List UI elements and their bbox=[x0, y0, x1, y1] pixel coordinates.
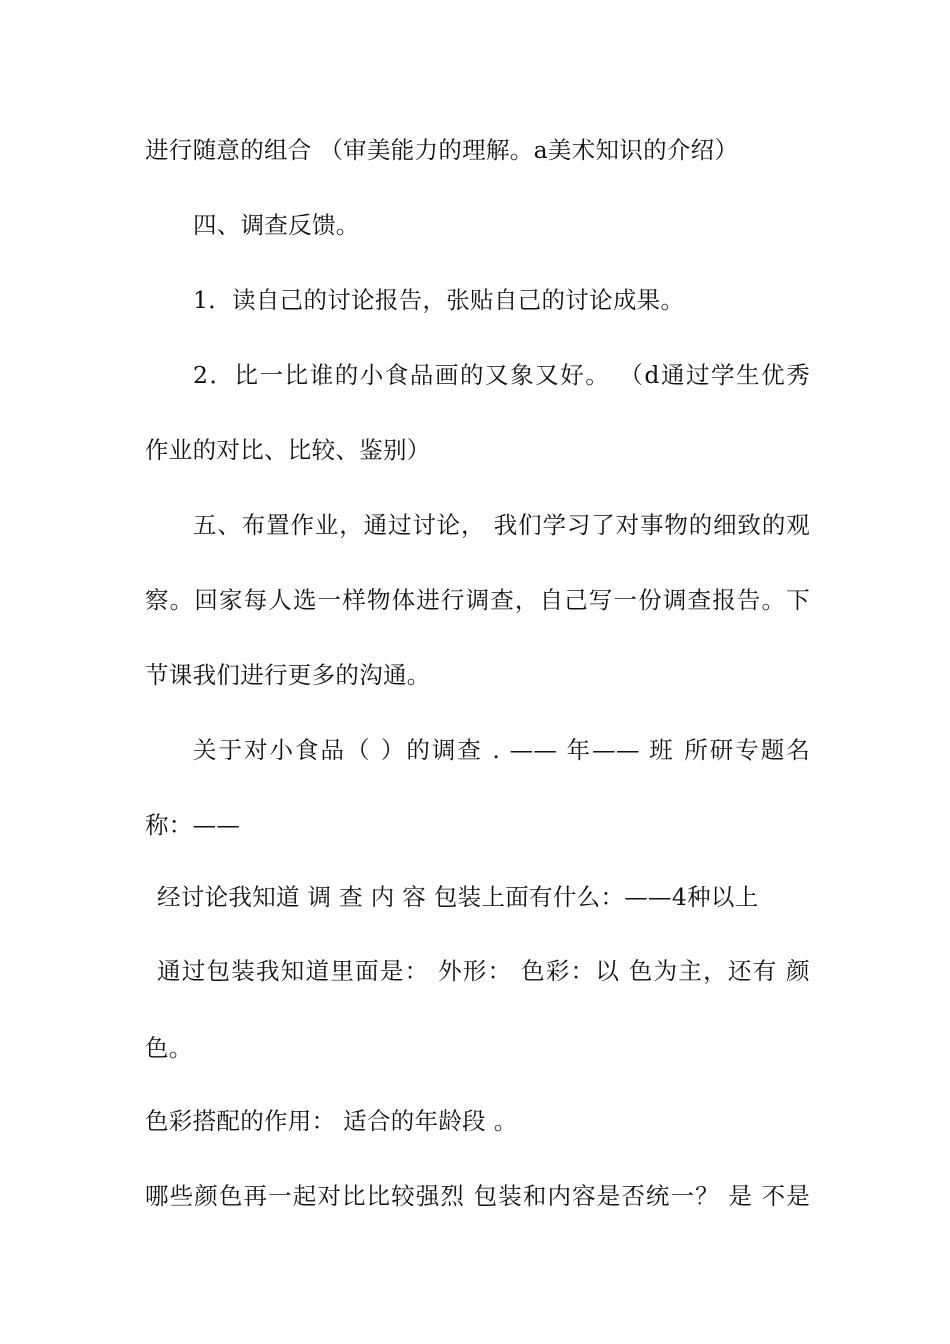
section-heading: 四、调查反馈。 bbox=[193, 211, 360, 239]
survey-item: 经讨论我知道 调 查 内 容 包装上面有什么：——4种以上 bbox=[157, 883, 759, 911]
text-line: 节课我们进行更多的沟通。 bbox=[145, 661, 431, 689]
survey-item: 色彩搭配的作用： 适合的年龄段 。 bbox=[145, 1107, 518, 1135]
text-line: 察。回家每人选一样物体进行调查，自己写一份调查报告。下 bbox=[145, 586, 810, 614]
text-line: 色。 bbox=[145, 1034, 193, 1062]
survey-item: 哪些颜色再一起对比比较强烈 包装和内容是否统一？ 是 不是 bbox=[145, 1182, 810, 1210]
text-line: 进行随意的组合 （审美能力的理解。a美术知识的介绍） bbox=[145, 136, 739, 164]
text-line: 作业的对比、比较、鉴别） bbox=[145, 436, 431, 464]
survey-item: 通过包装我知道里面是： 外形： 色彩：以 色为主，还有 颜 bbox=[157, 957, 810, 985]
list-item: 1．读自己的讨论报告，张贴自己的讨论成果。 bbox=[193, 286, 685, 314]
section-heading: 五、布置作业，通过讨论， 我们学习了对事物的细致的观 bbox=[193, 511, 810, 539]
survey-title: 关于对小食品（ ）的调查 . —— 年—— 班 所研专题名 bbox=[193, 736, 810, 764]
text-line: 称：—— bbox=[145, 811, 241, 839]
list-item: 2．比一比谁的小食品画的又象又好。 （d通过学生优秀 bbox=[193, 361, 810, 389]
